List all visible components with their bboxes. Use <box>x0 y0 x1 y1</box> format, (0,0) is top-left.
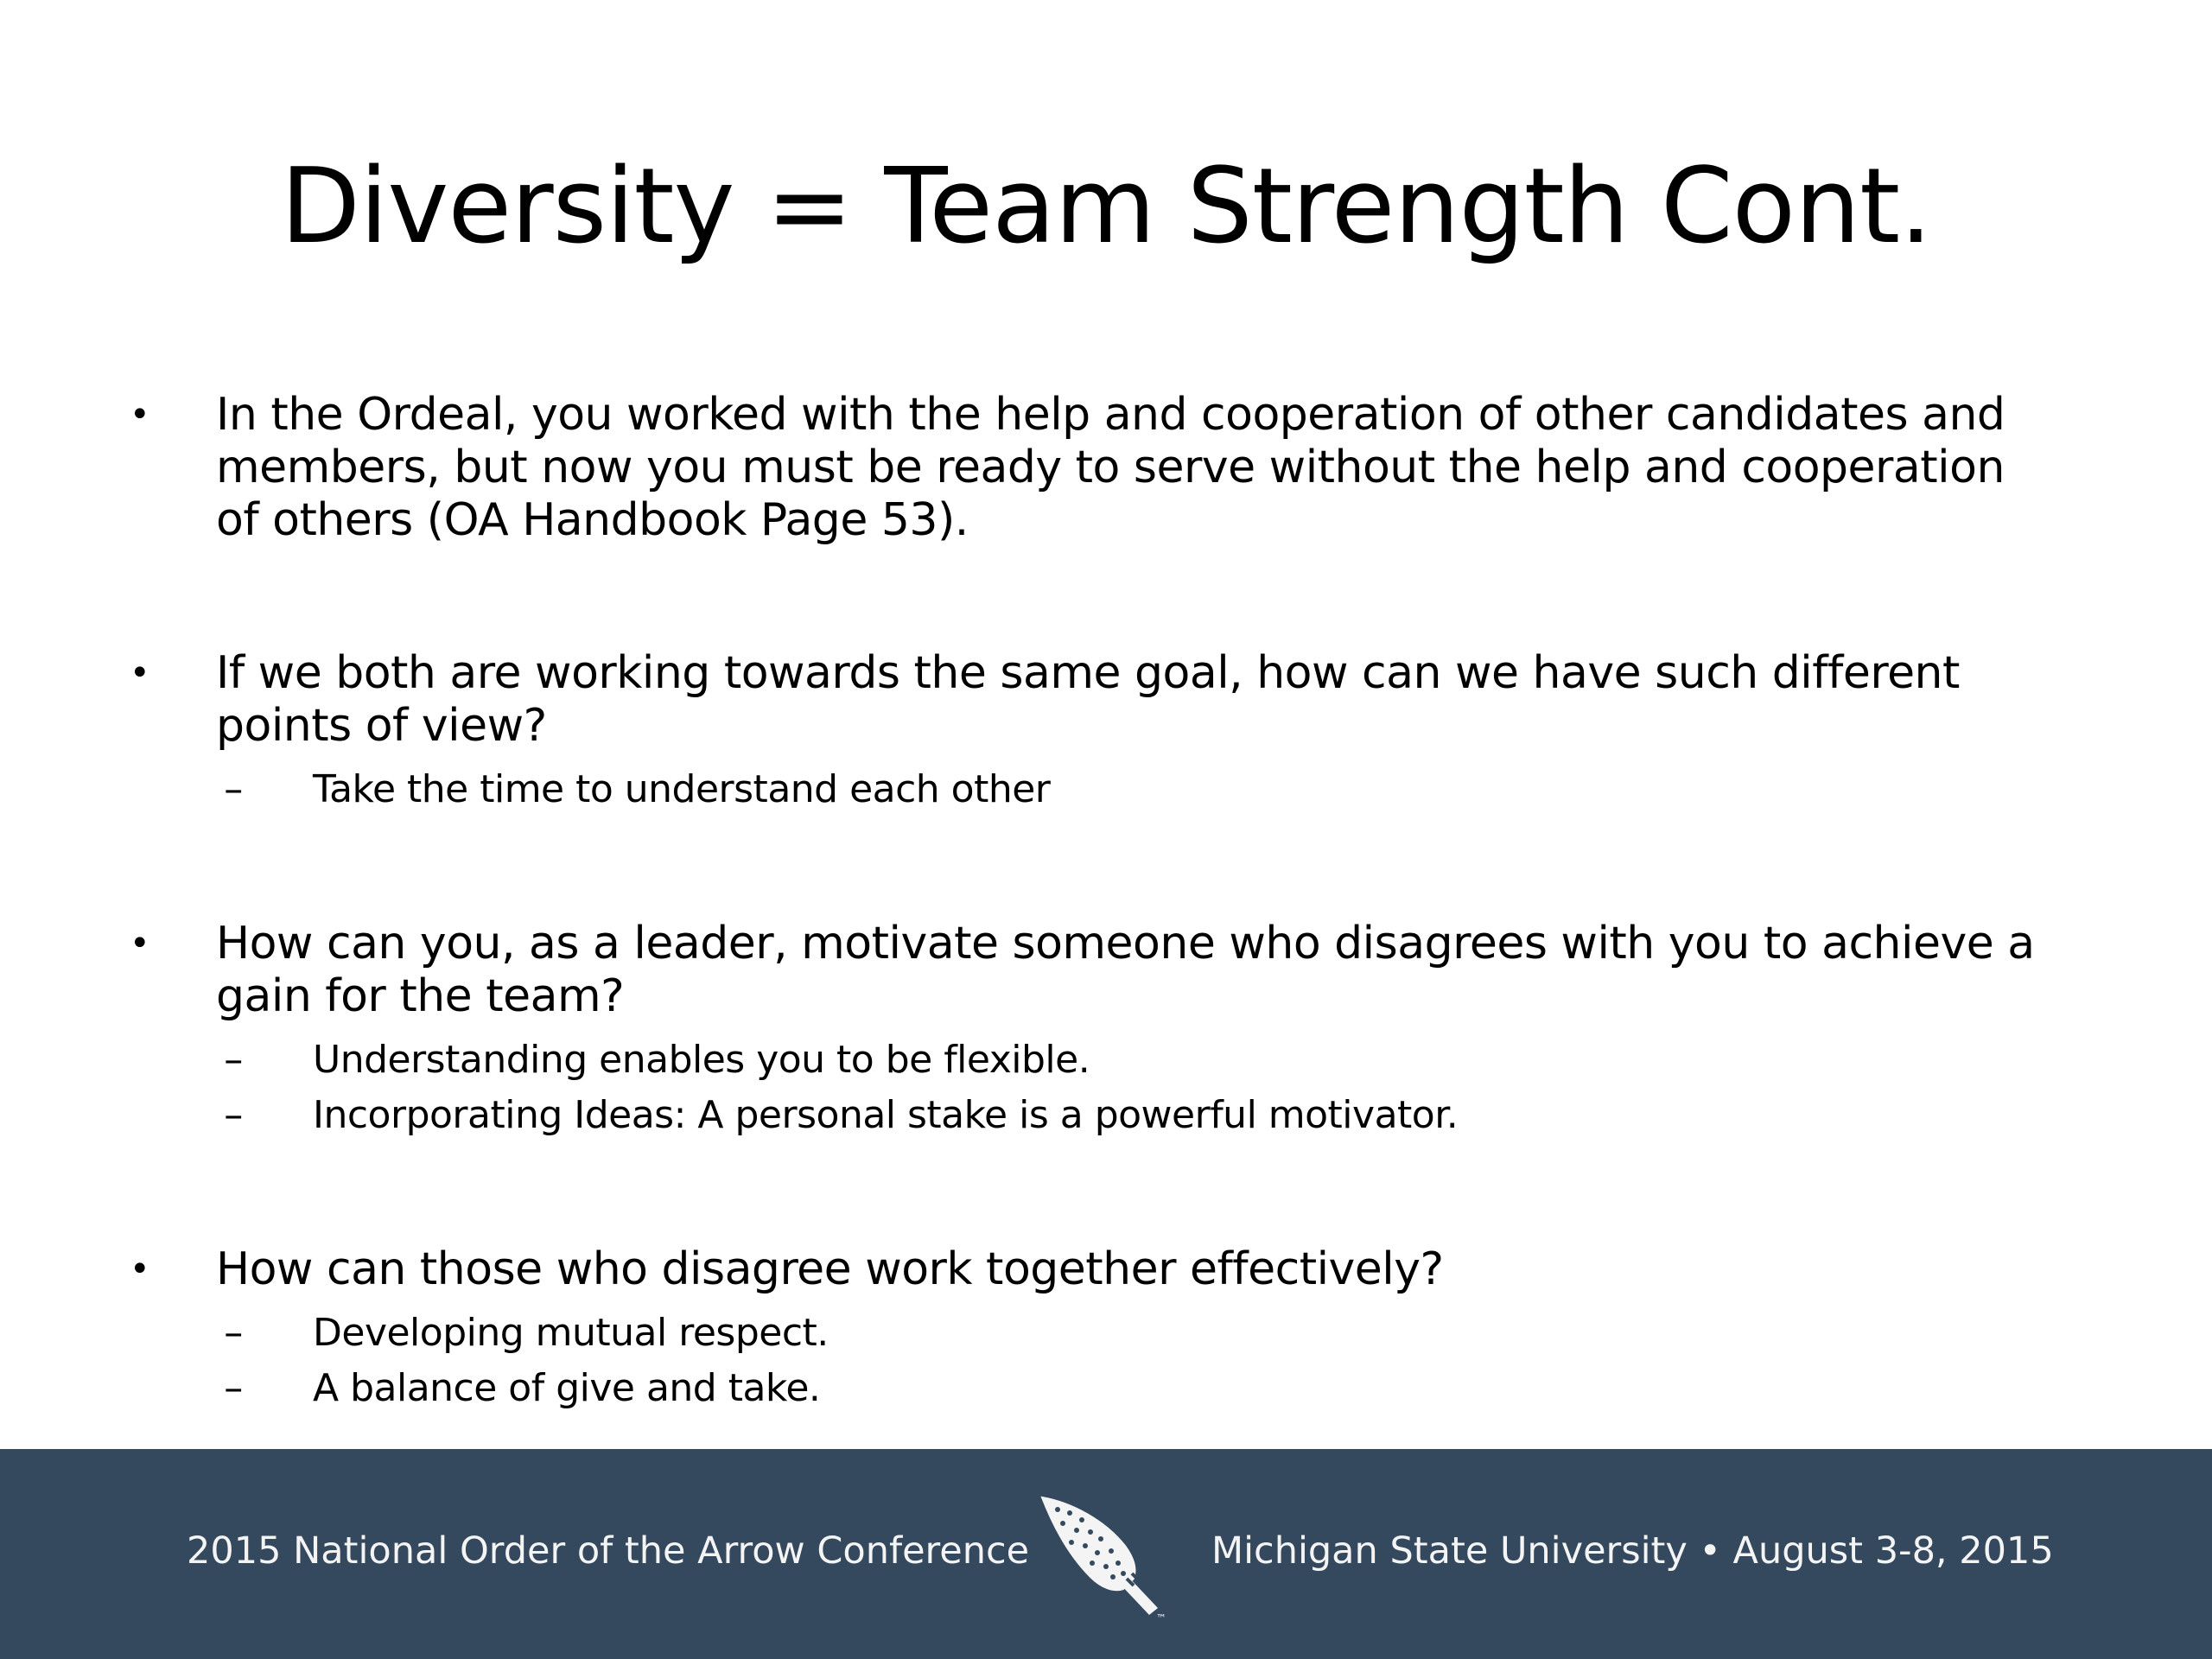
sub-bullet-item <box>216 1361 2056 1416</box>
svg-text:™: ™ <box>1156 1612 1166 1624</box>
sub-bullet-dash: – <box>224 1311 243 1355</box>
bullet-list <box>130 389 2056 1416</box>
sub-bullet-dash: – <box>224 1038 243 1082</box>
bullet-dot: • <box>130 653 150 693</box>
arrowhead-icon <box>1037 1494 1175 1624</box>
bullet-dot: • <box>130 395 150 435</box>
bullet-text: If we both are working towards the same goal, how can we have such different points of view? <box>216 647 1960 752</box>
bullet-text: How can those who disagree work together effectively? <box>216 1243 1444 1295</box>
bullet-dot: • <box>130 924 150 963</box>
sub-bullet-dash: – <box>224 767 243 811</box>
bullet-text: In the Ordeal, you worked with the help and cooperation of other candidates and members, but now you must be ready to serve without the help and cooperation of others (OA Handbook Page 53). <box>216 389 2005 546</box>
bullet-item <box>130 389 2056 547</box>
sub-bullet-item <box>216 1306 2056 1361</box>
bullet-item <box>130 918 2056 1143</box>
sub-bullet-text: Developing mutual respect. <box>313 1311 829 1355</box>
footer-venue-dates: Michigan State University • August 3-8, 2015 <box>1211 1529 2054 1573</box>
sub-bullet-text: Incorporating Ideas: A personal stake is a powerful motivator. <box>313 1093 1459 1137</box>
sub-bullet-item <box>216 1033 2056 1088</box>
sub-bullet-dash: – <box>224 1366 243 1410</box>
sub-bullet-list <box>216 762 2056 817</box>
sub-bullet-text: Understanding enables you to be flexible. <box>313 1038 1090 1082</box>
slide-title: Diversity = Team Strength Cont. <box>280 147 1932 267</box>
sub-bullet-dash: – <box>224 1093 243 1137</box>
sub-bullet-list <box>216 1033 2056 1143</box>
bullet-dot: • <box>130 1249 150 1289</box>
footer-conference-name: 2015 National Order of the Arrow Conference <box>187 1529 1030 1573</box>
footer-bar <box>0 1449 2212 1659</box>
sub-bullet-text: A balance of give and take. <box>313 1366 821 1410</box>
sub-bullet-list <box>216 1306 2056 1416</box>
bullet-item <box>130 647 2056 817</box>
sub-bullet-item <box>216 762 2056 817</box>
sub-bullet-item <box>216 1088 2056 1143</box>
bullet-text: How can you, as a leader, motivate someone who disagrees with you to achieve a gain for the team? <box>216 918 2035 1022</box>
sub-bullet-text: Take the time to understand each other <box>313 767 1051 811</box>
bullet-item <box>130 1243 2056 1416</box>
